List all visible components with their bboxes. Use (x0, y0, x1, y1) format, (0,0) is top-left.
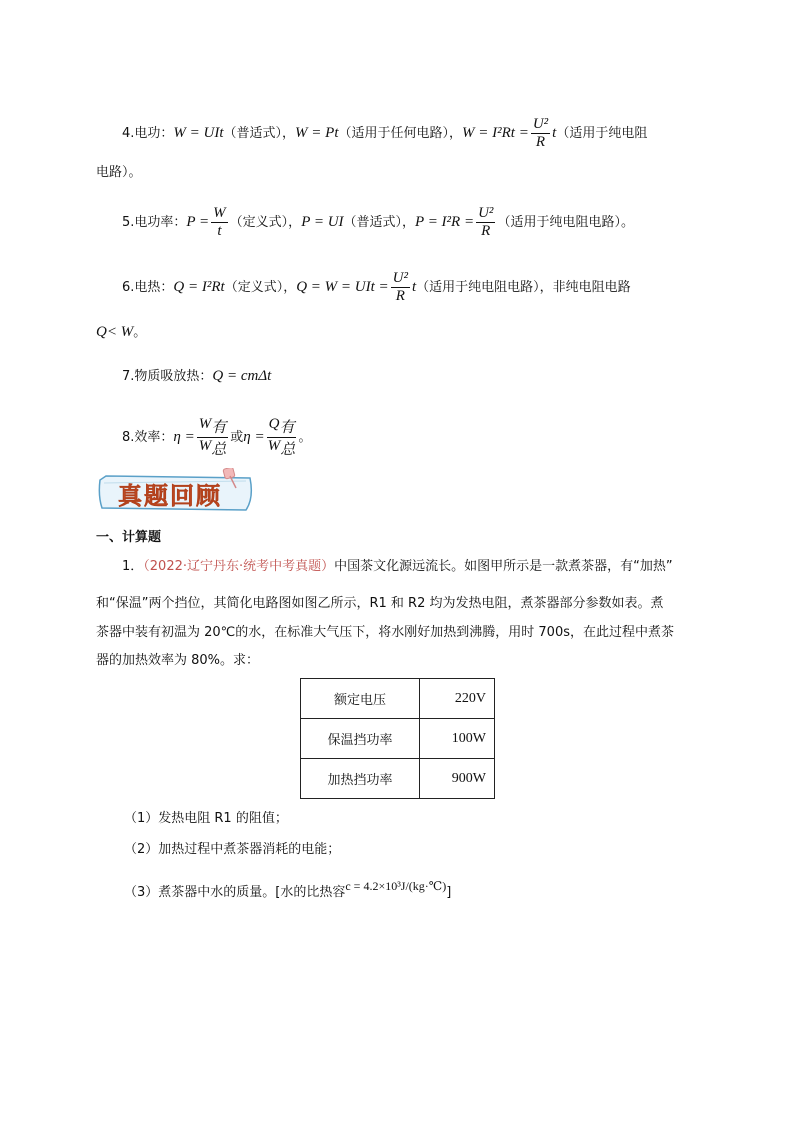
formula-5-note1: （定义式）， (229, 215, 302, 230)
formula-6-eq1: Q = I²Rt (173, 279, 225, 295)
problem-line-1-text: 中国茶文化源远流长。如图甲所示是一款煮茶器，有“加热” (334, 559, 673, 574)
formula-5-fraction-1: $\frac{W}{t}$ (213, 205, 226, 239)
formula-4-continuation: 电路）。 (96, 165, 142, 180)
formula-6-note1: （定义式）， (224, 280, 297, 295)
table-label: 额定电压 (301, 679, 420, 719)
formula-8-eta-1: η = (173, 429, 195, 445)
formula-7-line (122, 366, 271, 387)
formula-8-fraction-1: $\frac{W_有}{W_总}$ (198, 416, 227, 458)
problem-line-2: 和“保温”两个挡位，其简化电路图如图乙所示，R1 和 R2 均为发热电阻，煮茶器部分参数如表。煮 (96, 596, 664, 611)
question-3-text: （3）煮茶器中水的质量。[水的比热容 (124, 885, 346, 900)
formula-8-line (122, 416, 311, 459)
formula-8-period: 。 (298, 430, 312, 445)
formula-6-inequality: Q< W (96, 324, 134, 340)
formula-6-fraction: $\frac{\text{U²}}{R}$ (392, 270, 408, 304)
formula-7-eq: Q = cmΔt (212, 368, 272, 384)
formula-8-eta-2: η = (243, 429, 265, 445)
table-label: 保温挡功率 (301, 719, 420, 759)
formula-8-or: 或 (230, 430, 244, 445)
formula-4-eq1: W = UIt (173, 125, 224, 141)
problem-line-4: 器的加热效率为 80%。求： (96, 653, 260, 668)
problem-line-3: 茶器中装有初温为 20℃的水，在标准大气压下，将水刚好加热到沸腾，用时 700s，在此过程中煮茶 (96, 625, 674, 640)
section-title: 一、计算题 (96, 530, 162, 545)
formula-7-prefix: 7.物质吸放热： (122, 369, 213, 384)
question-1: （1）发热电阻 R1 的阻值； (124, 811, 288, 826)
formula-6-tail: t (412, 279, 417, 295)
formula-5-note3: （适用于纯电阻电路）。 (497, 215, 634, 230)
formula-6-prefix: 6.电热： (122, 280, 174, 295)
formula-4-eq3: W = I²Rt = (462, 125, 529, 141)
banner-text: 真题回顾 (118, 481, 222, 510)
formula-5-fraction-2: $\frac{\text{U²}}{R}$ (478, 205, 494, 239)
formula-4-note1: （普适式）， (223, 126, 296, 141)
formula-4-note2: （适用于任何电路）， (338, 126, 463, 141)
formula-4-tail: t (552, 125, 557, 141)
table-value: 100W (420, 719, 495, 759)
problem-number: 1． (122, 559, 144, 574)
formula-5-note2: （普适式）， (343, 215, 416, 230)
problem-source: （2022·辽宁丹东·统考中考真题） (143, 559, 335, 574)
question-2: （2）加热过程中煮茶器消耗的电能； (124, 842, 341, 857)
formula-5-line (122, 205, 634, 240)
table-row (301, 759, 495, 799)
formula-8-fraction-2: $\frac{Q_有}{W_总}$ (267, 416, 296, 458)
formula-4-prefix: 4.电功： (122, 126, 174, 141)
formula-5-eq1: P = (186, 214, 210, 230)
parameter-table (300, 678, 495, 799)
formula-5-prefix: 5.电功率： (122, 215, 187, 230)
formula-4-note3: （适用于纯电阻 (556, 126, 648, 141)
problem-line-1 (96, 555, 696, 578)
table-value: 900W (420, 759, 495, 799)
formula-6-continuation (96, 322, 146, 343)
table-value: 220V (420, 679, 495, 719)
table-label: 加热挡功率 (301, 759, 420, 799)
formula-6-note2: （适用于纯电阻电路），非纯电阻电路 (416, 280, 631, 295)
formula-8-prefix: 8.效率： (122, 430, 174, 445)
formula-4-line (122, 116, 647, 151)
formula-4-fraction: $\frac{\text{U²}}{R}$ (532, 116, 549, 150)
formula-4-eq2: W = Pt (295, 125, 339, 141)
formula-6-eq2: Q = W = UIt = (296, 279, 389, 295)
specific-heat-value: c = 4.2×10³J/(kg·℃) (345, 879, 447, 893)
formula-5-eq3: P = I²R = (415, 214, 475, 230)
formula-6-line (122, 270, 631, 305)
formula-5-eq2: P = UI (301, 214, 344, 230)
question-3-end: ] (446, 885, 452, 900)
section-banner (96, 468, 258, 514)
question-3 (124, 876, 451, 903)
table-row (301, 679, 495, 719)
table-row (301, 719, 495, 759)
formula-6-period: 。 (133, 325, 147, 340)
